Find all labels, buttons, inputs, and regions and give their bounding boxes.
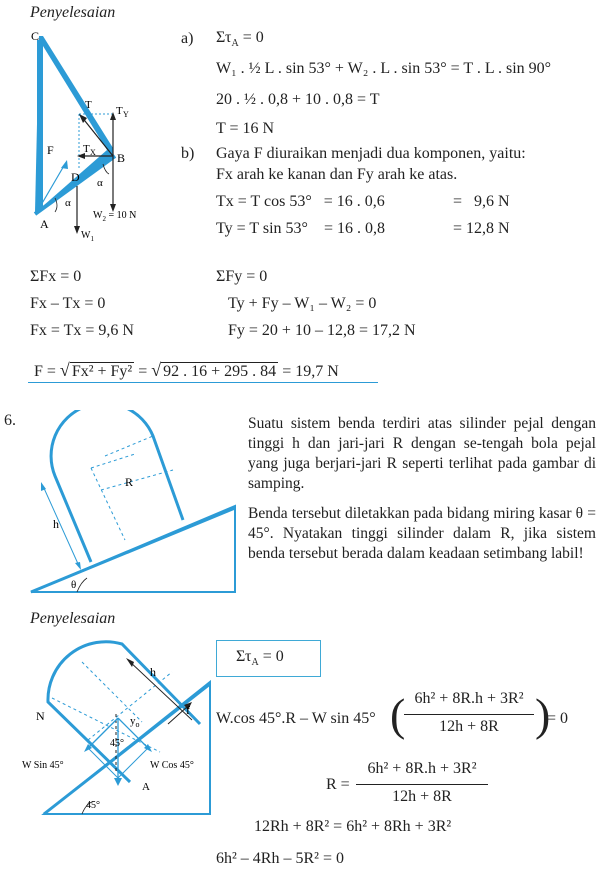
force-diagram-1 xyxy=(25,28,165,243)
paren-open: ( xyxy=(390,689,406,740)
frac1-bar xyxy=(404,714,534,715)
label-C: C xyxy=(31,29,40,43)
label-N: N xyxy=(36,709,45,723)
part-a-line3: 20 . ½ . 0,8 + 10 . 0,8 = T xyxy=(216,91,380,108)
frac1-num: 6h² + 8R.h + 3R² xyxy=(414,690,524,707)
divider xyxy=(28,382,378,383)
label-Ty: T xyxy=(116,105,123,117)
part-a-label: a) xyxy=(181,30,194,47)
part-b-ty: Ty = T sin 53° = 16 . 0,8 xyxy=(216,220,385,237)
label-wsin: W Sin 45° xyxy=(22,760,64,771)
part-b-ty-val: = 12,8 N xyxy=(453,220,510,237)
fx-eq: Fx – Tx = 0 xyxy=(30,295,106,312)
problem-number: 6. xyxy=(4,412,16,429)
sum-fy: ΣFy = 0 xyxy=(216,268,268,285)
svg-text:X: X xyxy=(90,148,96,157)
label-A: A xyxy=(142,781,150,793)
section-heading: Penyelesaian xyxy=(30,4,116,21)
label-45-base: 45° xyxy=(86,800,100,811)
label-45-center: 45° xyxy=(110,738,124,749)
frac1-den: 12h + 8R xyxy=(439,718,499,735)
cylinder-hemisphere-diagram xyxy=(25,410,240,600)
section-heading-2: Penyelesaian xyxy=(30,610,116,627)
problem-text-1: Suatu sistem benda terdiri atas silinder pejal dengan tinggi h dan jari-jari R dengan se-tengah bola pejal yang juga berjari-jari R seperti terlihat pada gambar di samping. xyxy=(248,415,596,492)
label-theta: θ xyxy=(71,579,77,591)
label-h: h xyxy=(150,665,156,679)
r-lhs: R = xyxy=(326,776,350,793)
label-T: T xyxy=(85,99,92,111)
part-b-text2: Fx arah ke kanan dan Fy arah ke atas. xyxy=(216,166,458,183)
equilibrium-diagram xyxy=(22,632,217,822)
frac2-bar xyxy=(356,784,488,785)
fy-result: Fy = 20 + 10 – 12,8 = 17,2 N xyxy=(228,322,416,339)
frac2-num: 6h² + 8R.h + 3R² xyxy=(367,760,477,777)
svg-text:Y: Y xyxy=(123,110,129,119)
solution-line3: 12Rh + 8R² = 6h² + 8Rh + 3R² xyxy=(254,818,452,835)
label-h: h xyxy=(53,517,59,531)
part-b-label: b) xyxy=(181,145,195,162)
frac2-den: 12h + 8R xyxy=(392,788,452,805)
label-R: R xyxy=(125,475,134,489)
svg-text:α: α xyxy=(65,197,71,209)
part-a-line2: W₁ . ½ L . sin 53° + W₂ . L . sin 53° = T . L . sin 90° xyxy=(216,60,552,77)
label-wcos: W Cos 45° xyxy=(150,760,194,771)
label-W1: $W_1$ xyxy=(81,230,94,243)
label-y0: $y_o$ xyxy=(130,715,140,729)
part-b-text1: Gaya F diuraikan menjadi dua komponen, yaitu: xyxy=(216,145,526,162)
fy-eq: Ty + Fy – W₁ – W₂ = 0 xyxy=(228,295,377,312)
part-a-line4: T = 16 N xyxy=(216,120,275,137)
label-A: A xyxy=(40,217,49,231)
part-b-tx-val: = 9,6 N xyxy=(453,193,510,210)
f-resultant: F = √ Fx² + Fy² = √ 92 . 16 + 295 . 84 = 19,7 N xyxy=(34,360,339,380)
paren-close: ) xyxy=(535,689,551,740)
label-W2: $W_2 = 10$ N xyxy=(93,210,137,223)
label-f: f xyxy=(186,703,190,717)
moment-right: = 0 xyxy=(547,710,569,727)
sum-fx: ΣFx = 0 xyxy=(30,268,82,285)
moment-left: W.cos 45°.R – W sin 45° xyxy=(216,710,376,727)
part-b-tx: Tx = T cos 53° = 16 . 0,6 xyxy=(216,193,385,210)
label-Tx: T xyxy=(83,143,90,155)
label-D: D xyxy=(71,170,80,184)
svg-text:α: α xyxy=(97,177,103,189)
problem-text-2: Benda tersebut diletakkan pada bidang miring kasar θ = 45°. Nyatakan tinggi silinder dalam R, jika sistem benda tersebut berada dalam keadaan setimbang labil! xyxy=(248,505,596,562)
solution-line4: 6h² – 4Rh – 5R² = 0 xyxy=(216,850,344,867)
fx-result: Fx = Tx = 9,6 N xyxy=(30,322,134,339)
label-F: F xyxy=(47,143,54,157)
torque-eq: $\Sigma\tau_A = 0$ xyxy=(236,648,284,669)
label-B: B xyxy=(117,151,126,165)
part-a-eq1: $\Sigma\tau_A = 0$ xyxy=(216,29,264,50)
